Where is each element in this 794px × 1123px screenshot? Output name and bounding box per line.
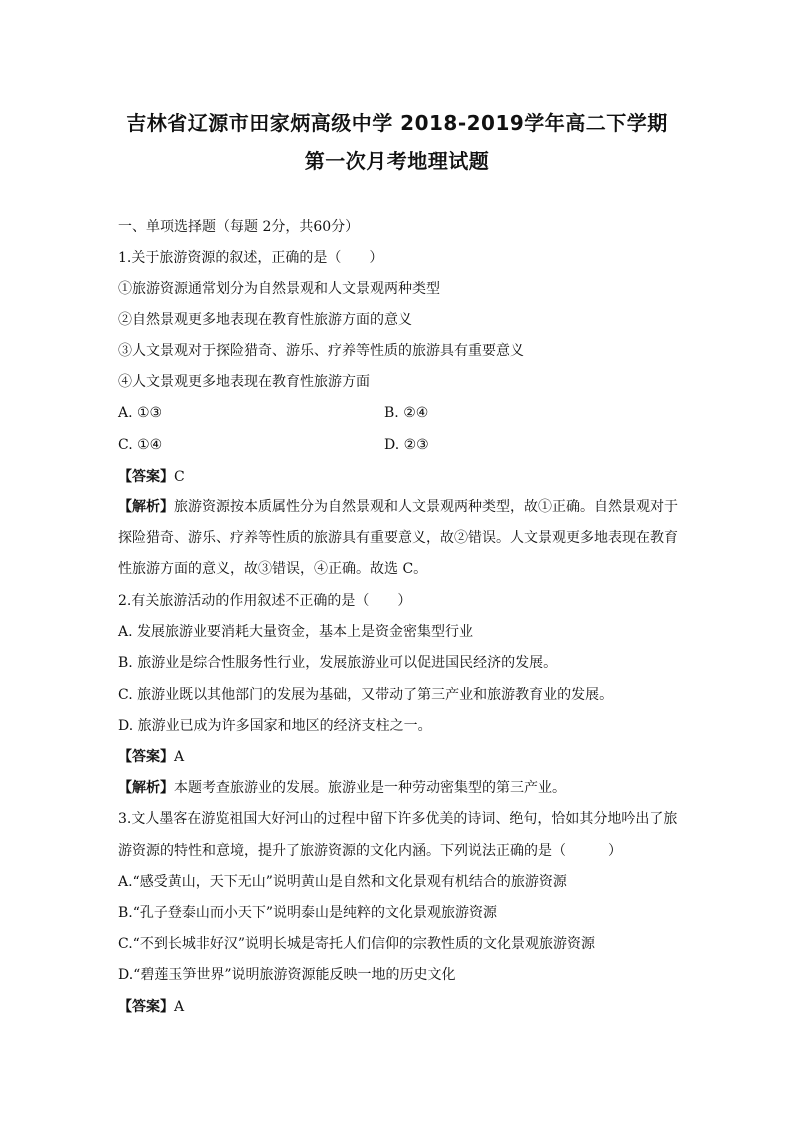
answer-label: 【答案】 bbox=[118, 749, 174, 765]
analysis-text: 旅游资源按本质属性分为自然景观和人文景观两种类型，故①正确。自然景观对于 bbox=[174, 499, 678, 515]
answer-label: 【答案】 bbox=[118, 999, 174, 1015]
question-3-option-d: D.“碧莲玉笋世界”说明旅游资源能反映一地的历史文化 bbox=[118, 967, 456, 983]
question-1-statement-3: ③人文景观对于探险猎奇、游乐、疗养等性质的旅游具有重要意义 bbox=[118, 343, 524, 359]
question-3-stem-line-2: 游资源的特性和意境，提升了旅游资源的文化内涵。下列说法正确的是（ ） bbox=[118, 843, 622, 859]
question-1-statement-4: ④人文景观更多地表现在教育性旅游方面 bbox=[118, 374, 370, 390]
page-title-line2: 第一次月考地理试题 bbox=[304, 149, 490, 173]
question-1-statement-2: ②自然景观更多地表现在教育性旅游方面的意义 bbox=[118, 312, 412, 328]
analysis-label: 【解析】 bbox=[118, 499, 174, 515]
question-3-option-b: B.“孔子登泰山而小天下”说明泰山是纯粹的文化景观旅游资源 bbox=[118, 905, 498, 921]
question-3-answer bbox=[118, 998, 184, 1016]
question-1-statement-1: ①旅游资源通常划分为自然景观和人文景观两种类型 bbox=[118, 281, 440, 297]
answer-value: A bbox=[174, 999, 185, 1015]
section-heading: 一、单项选择题（每题 2分，共60分） bbox=[118, 219, 360, 235]
question-1-stem: 1.关于旅游资源的叙述，正确的是（ ） bbox=[118, 250, 384, 266]
question-1-option-d: D. ②③ bbox=[384, 437, 429, 453]
answer-value: A bbox=[174, 749, 185, 765]
analysis-text: 本题考查旅游业的发展。旅游业是一种劳动密集型的第三产业。 bbox=[174, 780, 566, 796]
question-3-stem-line-1: 3.文人墨客在游览祖国大好河山的过程中留下许多优美的诗词、绝句，恰如其分地吟出了旅 bbox=[118, 811, 678, 827]
question-1-option-a: A. ①③ bbox=[118, 405, 163, 421]
question-3-option-c: C.“不到长城非好汉”说明长城是寄托人们信仰的宗教性质的文化景观旅游资源 bbox=[118, 936, 595, 952]
answer-value: C bbox=[174, 469, 185, 485]
question-2-option-b: B. 旅游业是综合性服务性行业，发展旅游业可以促进国民经济的发展。 bbox=[118, 655, 558, 671]
question-1-analysis-line-3: 性旅游方面的意义，故③错误，④正确。故选 C。 bbox=[118, 561, 428, 577]
answer-label: 【答案】 bbox=[118, 469, 174, 485]
question-2-option-a: A. 发展旅游业要消耗大量资金，基本上是资金密集型行业 bbox=[118, 624, 474, 640]
question-1-answer bbox=[118, 468, 185, 486]
page-title-line1: 吉林省辽源市田家炳高级中学 2018-2019学年高二下学期 bbox=[126, 111, 668, 135]
question-1-option-c: C. ①④ bbox=[118, 437, 163, 453]
question-1-analysis bbox=[118, 498, 678, 516]
question-2-answer bbox=[118, 748, 184, 766]
question-3-option-a: A.“感受黄山，天下无山”说明黄山是自然和文化景观有机结合的旅游资源 bbox=[118, 874, 567, 890]
question-2-stem: 2.有关旅游活动的作用叙述不正确的是（ ） bbox=[118, 593, 412, 609]
question-1-analysis-line-2: 探险猎奇、游乐、疗养等性质的旅游具有重要意义，故②错误。人文景观更多地表现在教育 bbox=[118, 530, 678, 546]
question-2-option-d: D. 旅游业已成为许多国家和地区的经济支柱之一。 bbox=[118, 718, 432, 734]
question-1-option-b: B. ②④ bbox=[384, 405, 429, 421]
question-2-analysis bbox=[118, 779, 566, 797]
analysis-label: 【解析】 bbox=[118, 780, 174, 796]
question-2-option-c: C. 旅游业既以其他部门的发展为基础，又带动了第三产业和旅游教育业的发展。 bbox=[118, 687, 614, 703]
